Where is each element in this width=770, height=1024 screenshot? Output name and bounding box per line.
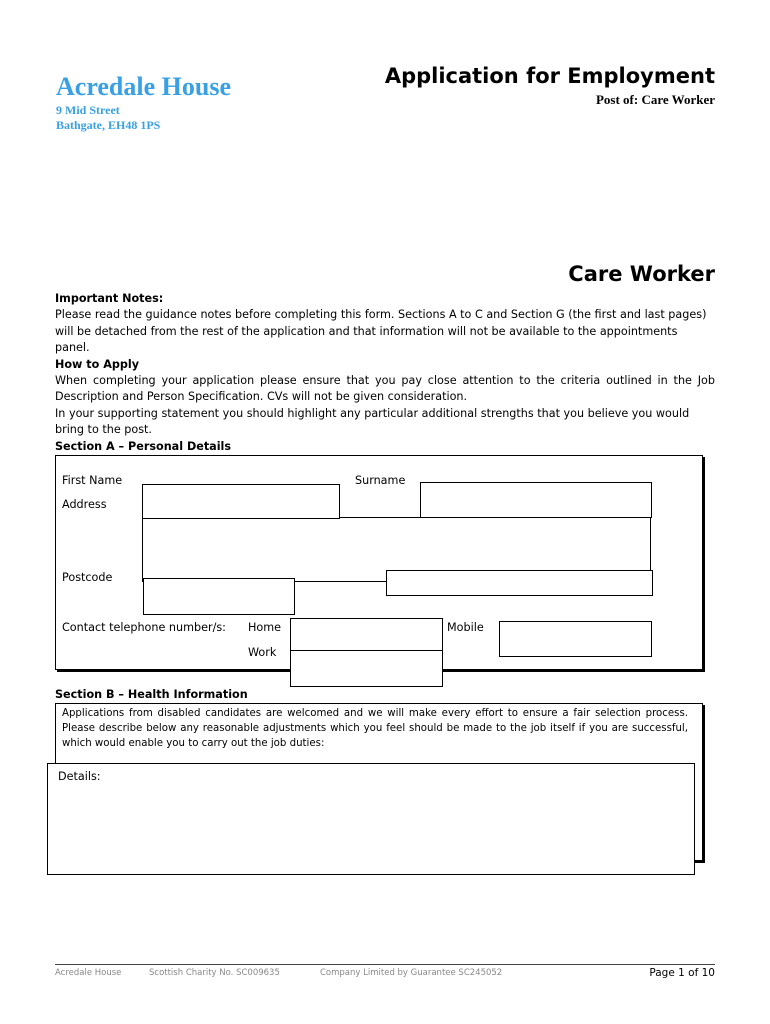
details-label: Details:	[58, 770, 101, 783]
first-name-field[interactable]	[142, 484, 340, 519]
important-notes-heading: Important Notes:	[55, 292, 164, 305]
mobile-label: Mobile	[447, 621, 484, 634]
important-notes-text: Please read the guidance notes before completing this form. Sections A to C and Section G (the first and last pages) will be detached from the rest of the application and that information will not be available to the appointments panel.	[55, 308, 707, 355]
work-phone-field[interactable]	[290, 650, 443, 687]
first-name-label: First Name	[62, 474, 123, 487]
organisation-address	[56, 103, 160, 133]
home-phone-field[interactable]	[290, 618, 443, 651]
contact-telephone-label: Contact telephone number/s:	[62, 621, 226, 634]
footer-divider	[55, 964, 715, 965]
form-title: Application for Employment	[384, 64, 715, 88]
notes-section	[55, 291, 715, 455]
surname-field[interactable]	[420, 482, 652, 518]
footer-charity-number: Scottish Charity No. SC009635	[149, 968, 280, 978]
health-information-text: Applications from disabled candidates are welcomed and we will make every effort to ensure a fair selection process. Please describe below any reasonable adjustments which you feel should be made to the job itself if you are successful, which would enable you to carry out the job duties:	[62, 708, 688, 749]
address-label: Address	[62, 498, 107, 511]
page-number: Page 1 of 10	[649, 967, 715, 979]
address-line-1: 9 Mid Street	[56, 103, 120, 117]
how-to-apply-text-2: In your supporting statement you should highlight any particular additional strengths that you believe you would bring to the post.	[55, 406, 690, 437]
details-field[interactable]	[47, 763, 695, 875]
footer-organisation: Acredale House	[55, 968, 122, 978]
mobile-phone-field[interactable]	[499, 621, 652, 657]
post-of: Post of: Care Worker	[595, 92, 715, 107]
section-b-heading: Section B – Health Information	[55, 688, 248, 701]
how-to-apply-text-1: When completing your application please ensure that you pay close attention to the criteria outlined in the Job Description and Person Specification. CVs will not be given consideration.	[55, 374, 715, 404]
section-a-heading: Section A – Personal Details	[55, 439, 232, 453]
postcode-label: Postcode	[62, 571, 113, 584]
postcode-field[interactable]	[143, 578, 295, 615]
email-field[interactable]	[386, 570, 653, 596]
organisation-name: Acredale House	[56, 72, 231, 101]
surname-label: Surname	[355, 474, 406, 487]
address-line-2: Bathgate, EH48 1PS	[56, 118, 161, 132]
work-label: Work	[248, 646, 277, 659]
how-to-apply-heading: How to Apply	[55, 357, 140, 371]
role-title: Care Worker	[568, 262, 715, 286]
footer-company-number: Company Limited by Guarantee SC245052	[320, 968, 503, 978]
home-label: Home	[248, 621, 282, 634]
